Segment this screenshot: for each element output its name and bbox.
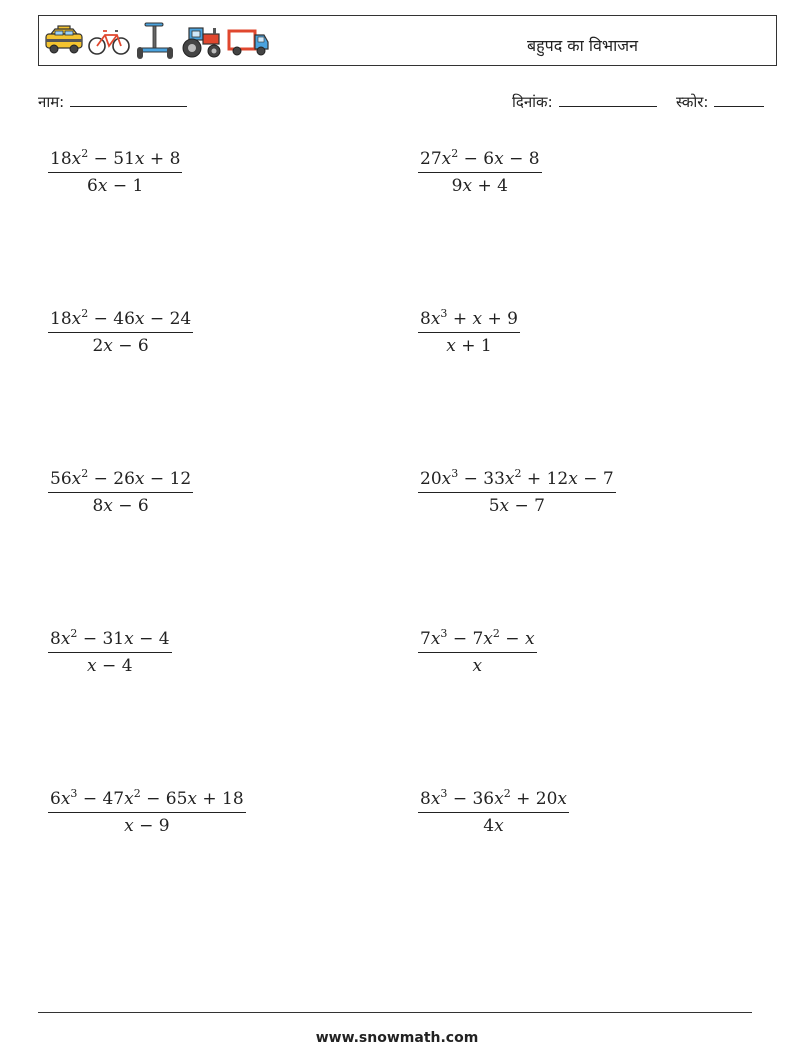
- denominator: x − 4: [87, 656, 133, 676]
- denominator: 6x − 1: [87, 176, 144, 196]
- numerator: $18x^2 - 51x + 8$: [48, 149, 182, 173]
- numerator: $18x^2 - 46x - 24$: [48, 309, 193, 333]
- numerator: $27x^2 - 6x - 8$: [418, 149, 542, 173]
- problem: [48, 469, 193, 516]
- problem: [48, 629, 172, 676]
- denominator: 9x + 4: [451, 176, 508, 196]
- truck-icon: [227, 22, 271, 60]
- score-field: [676, 92, 764, 112]
- date-blank[interactable]: [559, 92, 657, 107]
- problem: [418, 149, 542, 196]
- numerator: $8x^3 + x + 9$: [418, 309, 520, 333]
- problem: [48, 149, 182, 196]
- bicycle-icon: [87, 22, 131, 60]
- problem: [418, 469, 616, 516]
- header-box: [38, 15, 777, 66]
- name-blank[interactable]: [70, 92, 187, 107]
- numerator: $20x^3 - 33x^2 + 12x - 7$: [418, 469, 616, 493]
- problem: [48, 309, 193, 356]
- vehicle-icons: [43, 22, 273, 60]
- numerator: $6x^3 - 47x^2 - 65x + 18$: [48, 789, 246, 813]
- scooter-icon: [135, 22, 175, 60]
- denominator: x + 1: [446, 336, 492, 356]
- footer-rule: [38, 1012, 752, 1013]
- numerator: $7x^3 - 7x^2 - x$: [418, 629, 537, 653]
- denominator: 4x: [483, 816, 504, 836]
- name-field: [38, 92, 187, 112]
- problem: [418, 789, 569, 836]
- denominator: 2x − 6: [92, 336, 149, 356]
- name-label: नाम:: [38, 93, 65, 111]
- date-label: दिनांक:: [512, 93, 553, 111]
- taxi-icon: [43, 22, 85, 60]
- denominator: 8x − 6: [92, 496, 149, 516]
- worksheet-title: बहुपद का विभाजन: [527, 36, 639, 55]
- score-blank[interactable]: [714, 92, 764, 107]
- score-label: स्कोर:: [676, 93, 709, 111]
- denominator: x: [472, 656, 483, 676]
- problem: [418, 629, 537, 676]
- numerator: $56x^2 - 26x - 12$: [48, 469, 193, 493]
- numerator: $8x^3 - 36x^2 + 20x$: [418, 789, 569, 813]
- denominator: x − 9: [124, 816, 170, 836]
- footer-url[interactable]: www.snowmath.com: [315, 1030, 479, 1046]
- date-field: [512, 92, 657, 112]
- numerator: $8x^2 - 31x - 4$: [48, 629, 172, 653]
- denominator: 5x − 7: [488, 496, 545, 516]
- tractor-icon: [179, 22, 223, 60]
- problem: [48, 789, 246, 836]
- problem: [418, 309, 520, 356]
